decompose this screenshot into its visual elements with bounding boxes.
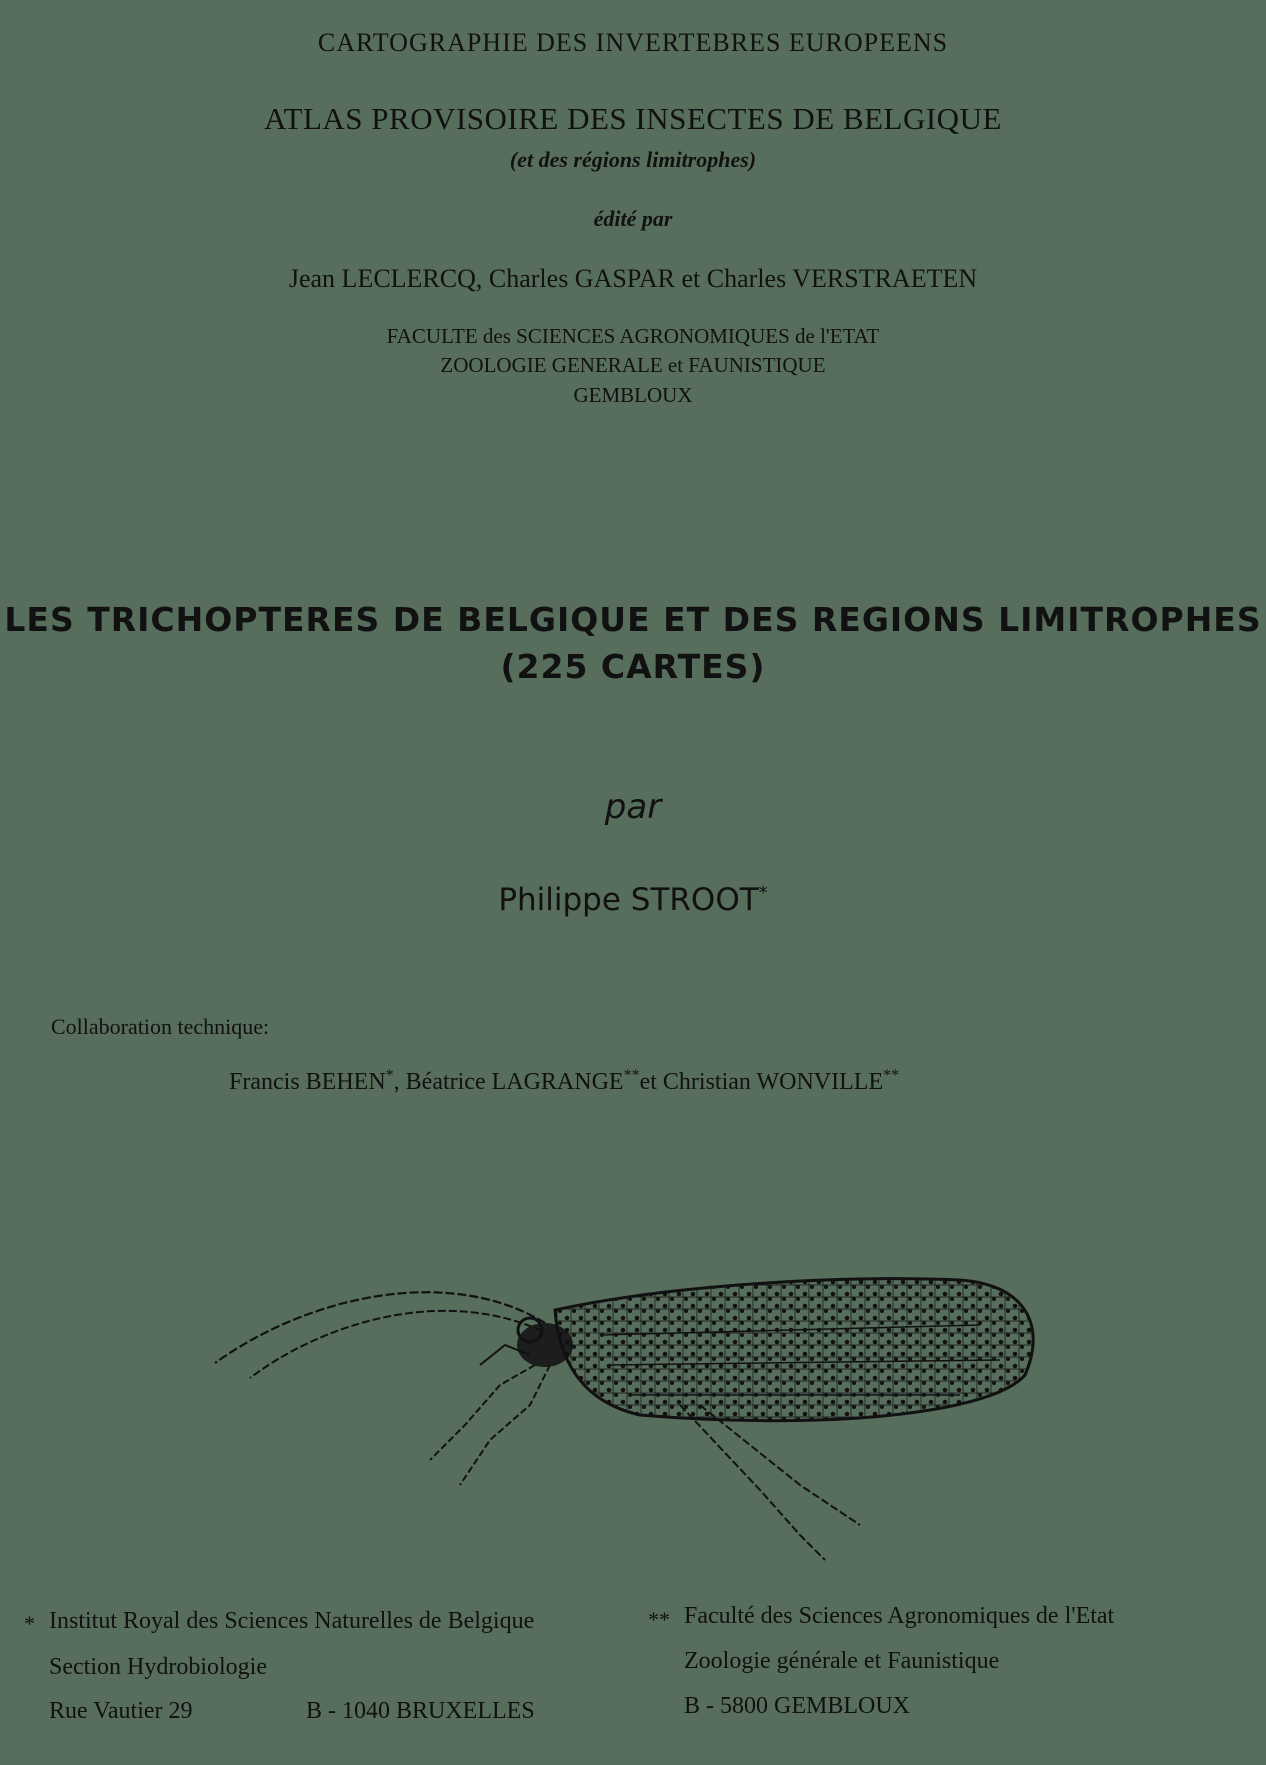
footnote-left-street: Rue Vautier 29 [49,1698,193,1724]
by-label: par [604,787,662,827]
footnote-left-line-1: Institut Royal des Sciences Naturelles de Belgique [49,1608,535,1634]
caddisfly-illustration-icon [200,1255,1040,1625]
collaborator-mark: ** [883,1067,900,1084]
editors-line: Jean LECLERCQ, Charles GASPAR et Charles VERSTRAETEN [288,264,978,293]
author-name: Philippe STROOT [498,882,759,918]
footnote-left-line-2: Section Hydrobiologie [49,1654,267,1680]
footnote-left-city: B - 1040 BRUXELLES [306,1698,535,1724]
collaborator-separator: et [639,1069,663,1095]
edited-by-label: édité par [593,206,673,231]
collaborator-name: Christian WONVILLE [662,1069,884,1095]
collaborator-mark: * [385,1067,394,1084]
author-footnote-mark: * [758,882,768,904]
collaborator-name: Francis BEHEN [229,1069,386,1095]
footnote-right-line-3: B - 5800 GEMBLOUX [684,1693,910,1719]
series-title: CARTOGRAPHIE DES INVERTEBRES EUROPEENS [317,28,949,57]
institution-line-3: GEMBLOUX [573,383,693,407]
collaborator-separator: , [393,1069,406,1095]
footnote-mark-single: * [24,1611,35,1636]
author-line [0,882,1266,918]
main-title-line-2: (225 CARTES) [500,646,766,686]
collaborator-name: Béatrice LAGRANGE [405,1069,624,1095]
atlas-subtitle: (et des régions limitrophes) [509,147,757,172]
collaboration-names [229,1067,899,1096]
main-title [0,597,1266,691]
atlas-title: ATLAS PROVISOIRE DES INSECTES DE BELGIQUE [264,101,1002,136]
collaborator-mark: ** [623,1067,640,1084]
collaboration-label: Collaboration technique: [51,1014,270,1039]
footnote-right-line-1: Faculté des Sciences Agronomiques de l'Etat [684,1603,1115,1629]
main-title-line-1: LES TRICHOPTERES DE BELGIQUE ET DES REGIONS LIMITROPHES [4,600,1262,639]
footnote-mark-double: ** [648,1607,670,1632]
institution-line-2: ZOOLOGIE GENERALE et FAUNISTIQUE [440,353,826,377]
footnote-right-line-2: Zoologie générale et Faunistique [684,1648,1000,1674]
institution-line-1: FACULTE des SCIENCES AGRONOMIQUES de l'ETAT [386,324,880,348]
